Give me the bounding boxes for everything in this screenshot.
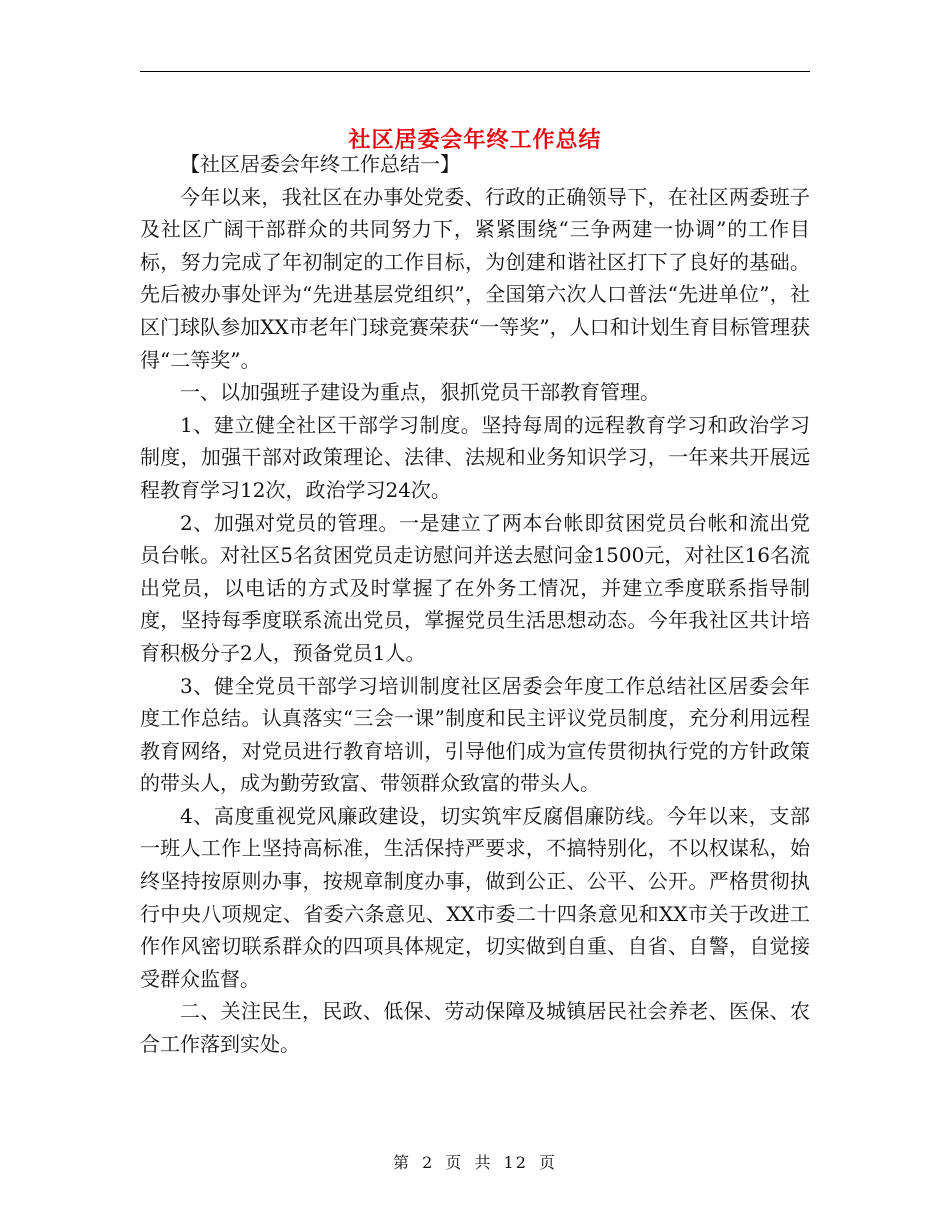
header-rule [140,71,810,72]
item-1-paragraph: 1、建立健全社区干部学习制度。坚持每周的远程教育学习和政治学习制度，加强干部对政策理论、法律、法规和业务知识学习，一年来共开展远程教育学习12次，政治学习24次。 [140,412,810,502]
intro-paragraph: 今年以来，我社区在办事处党委、行政的正确领导下，在社区两委班子及社区广阔干部群众的共同努力下，紧紧围绕“三争两建一协调”的工作目标，努力完成了年初制定的工作目标，为创建和谐社区打下了良好的基础。先后被办事处评为“先进基层党组织”，全国第六次人口普法“先进单位”，社区门球队参加XX市老年门球竞赛荣获“一等奖”，人口和计划生育目标管理获得“二等奖”。 [140,184,810,372]
item-4-paragraph: 4、高度重视党风廉政建设，切实筑牢反腐倡廉防线。今年以来，支部一班人工作上坚持高标准，生活保持严要求，不搞特别化，不以权谋私，始终坚持按原则办事，按规章制度办事，做到公正、公平、公开。严格贯彻执行中央八项规定、省委六条意见、XX市委二十四条意见和XX市关于改进工作作风密切联系群众的四项具体规定，切实做到自重、自省、自警，自觉接受群众监督。 [140,803,810,991]
heading-two: 二、关注民生，民政、低保、劳动保障及城镇居民社会养老、医保、农合工作落到实处。 [140,999,810,1057]
item-3-paragraph: 3、健全党员干部学习培训制度社区居委会年度工作总结社区居委会年度工作总结。认真落实“三会一课”制度和民主评议党员制度，充分利用远程教育网络，对党员进行教育培训，引导他们成为宣传贯彻执行党的方针政策的带头人，成为勤劳致富、带领群众致富的带头人。 [140,673,810,796]
section-heading: 【社区居委会年终工作总结一】 [180,152,460,176]
heading-one: 一、以加强班子建设为重点，狠抓党员干部教育管理。 [180,380,660,405]
document-body [140,148,810,1061]
page-number: 第 2 页 共 12 页 [393,1153,557,1172]
item-2-paragraph: 2、加强对党员的管理。一是建立了两本台帐即贫困党员台帐和流出党员台帐。对社区5名贫困党员走访慰问并送去慰问金1500元，对社区16名流出党员，以电话的方式及时掌握了在外务工情况，并建立季度联系指导制度，坚持每季度联系流出党员，掌握党员生活思想动态。今年我社区共计培育积极分子2人，预备党员1人。 [140,510,810,665]
document-title: 社区居委会年终工作总结 [348,127,602,153]
